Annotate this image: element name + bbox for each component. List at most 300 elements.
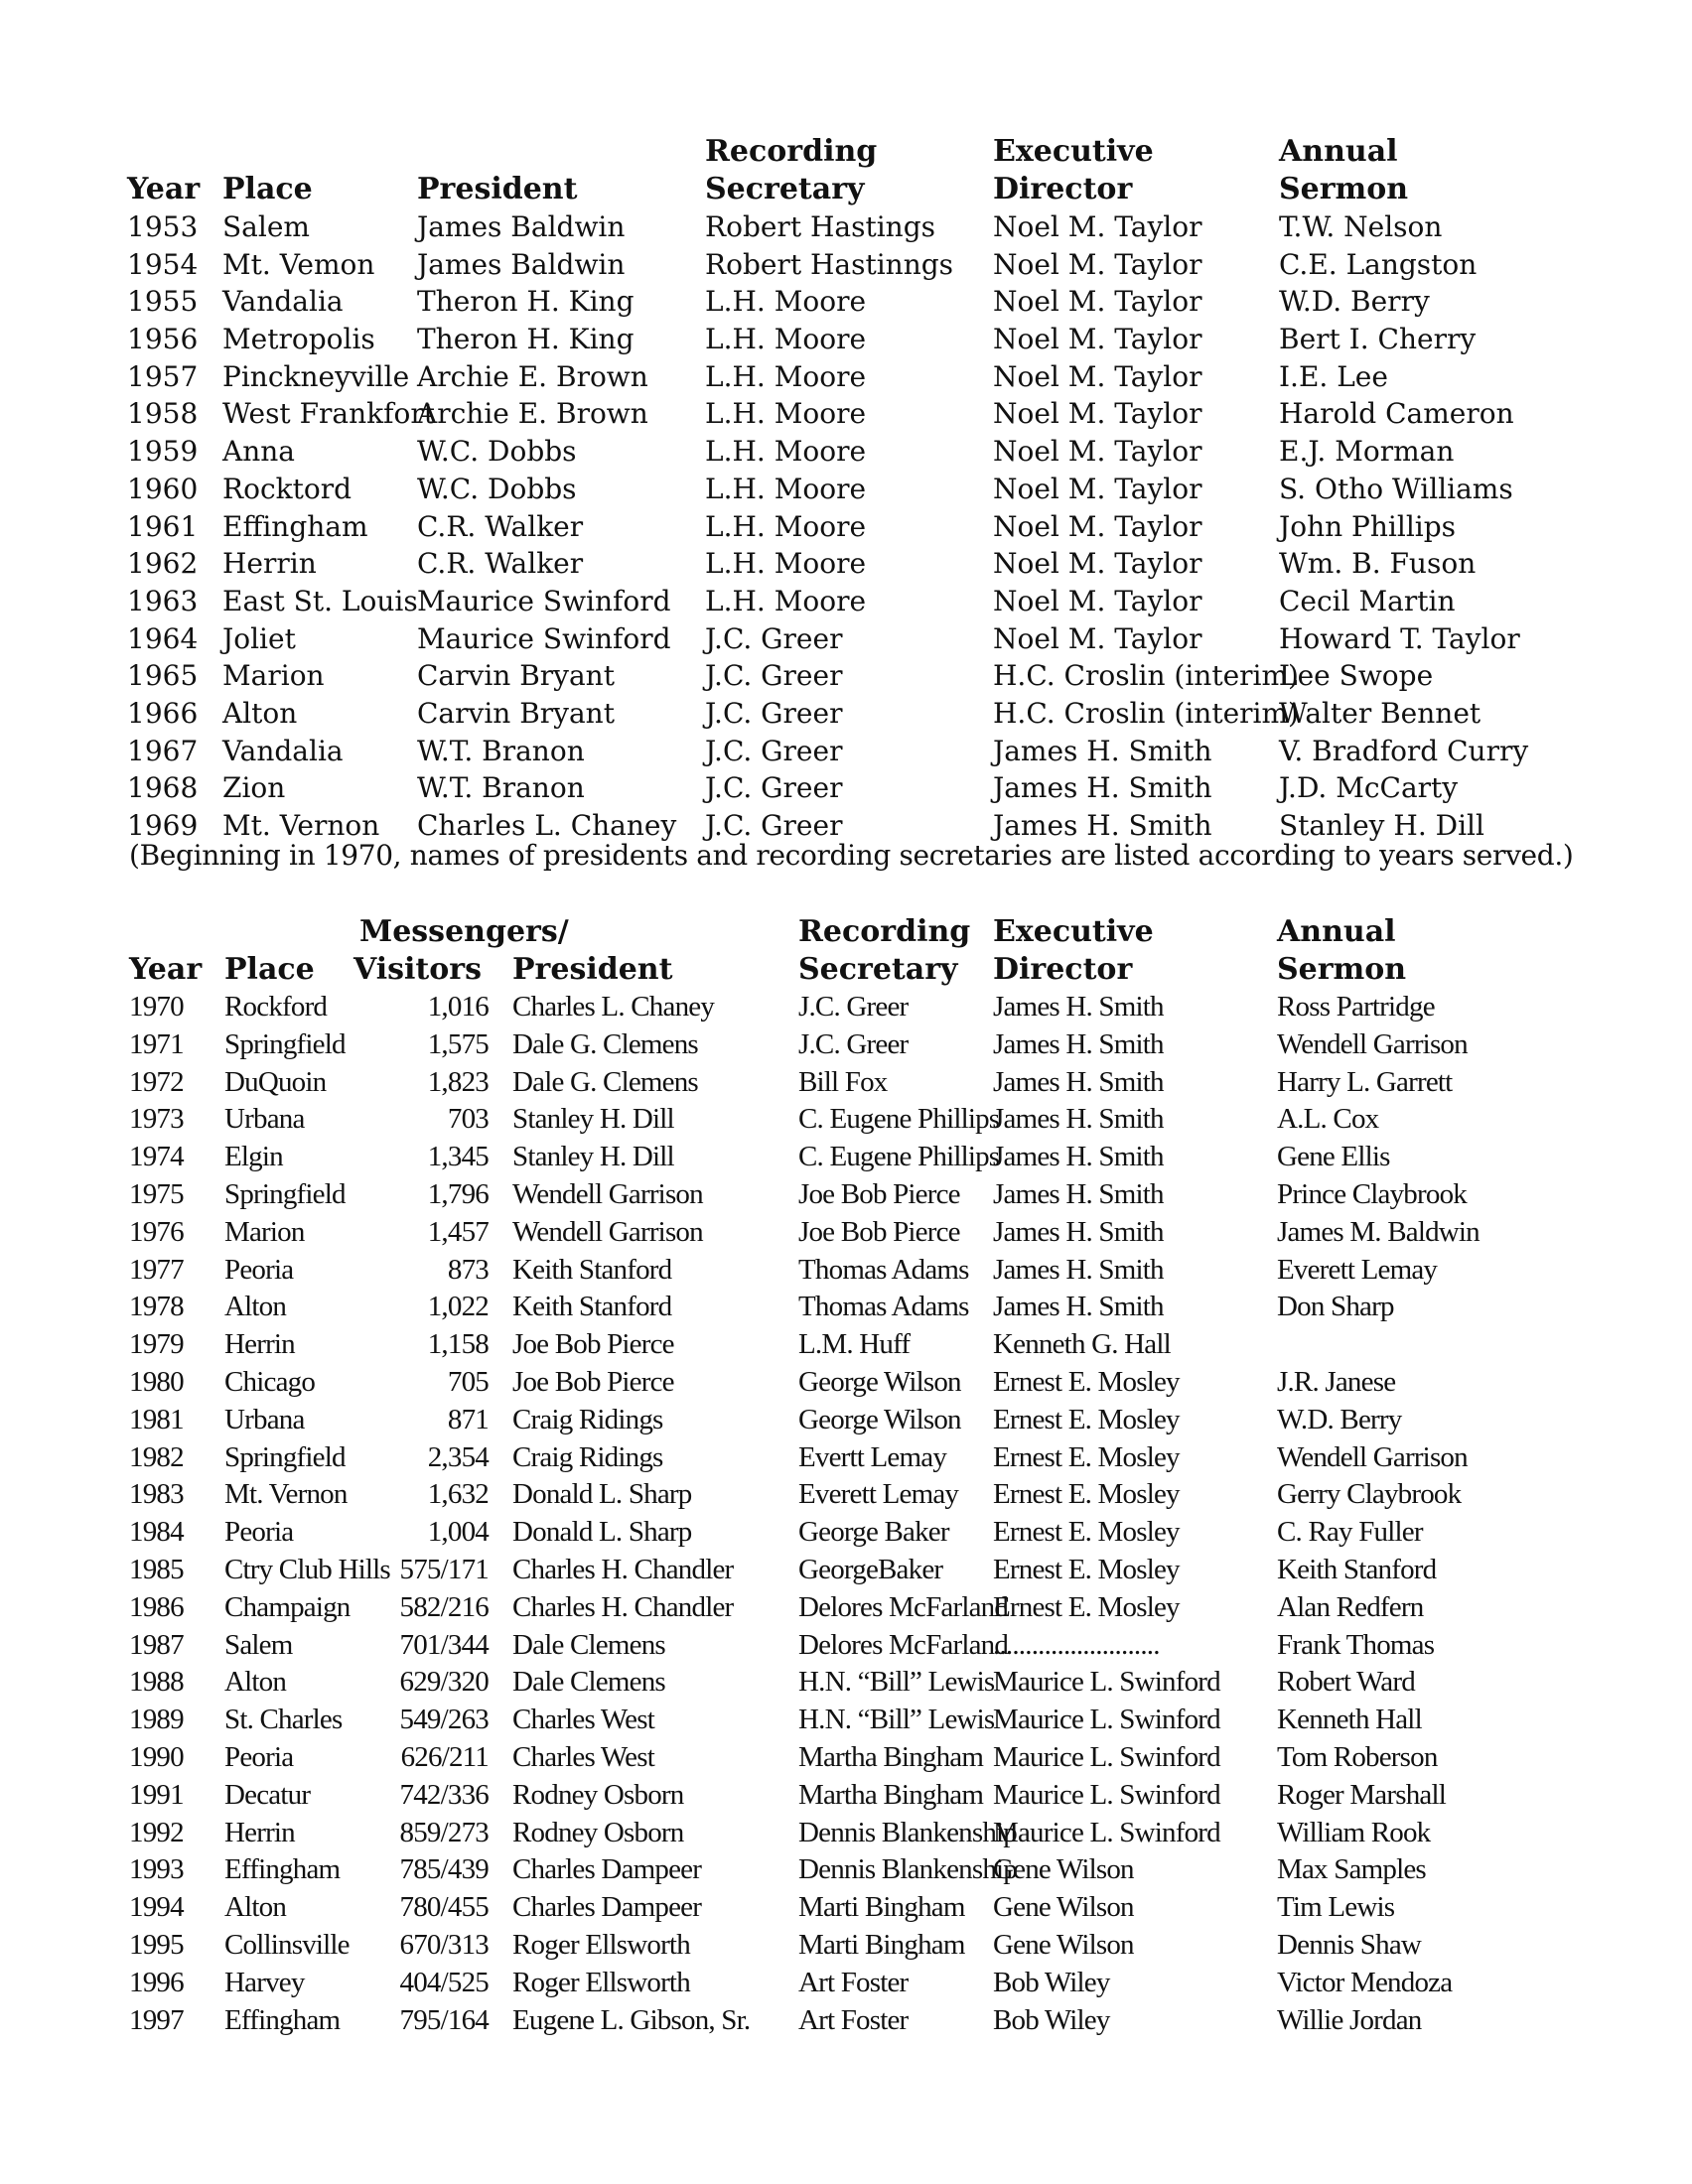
executive-director-cell: Ernest E. Mosley — [993, 1440, 1180, 1473]
place-cell: Harvey — [224, 1966, 305, 1998]
president-cell: Joe Bob Pierce — [512, 1365, 674, 1398]
annual-sermon-cell: J.R. Janese — [1277, 1365, 1396, 1398]
messengers-visitors-cell: 1,158 — [427, 1328, 489, 1361]
year-cell: 1968 — [127, 771, 199, 805]
table1-body — [127, 208, 1567, 845]
executive-director-cell: Noel M. Taylor — [993, 584, 1202, 617]
recording-secretary-cell: Everett Lemay — [798, 1478, 959, 1511]
annual-sermon-cell: Prince Claybrook — [1277, 1177, 1467, 1210]
year-cell: 1979 — [129, 1328, 184, 1361]
annual-sermon-cell: W.D. Berry — [1277, 1403, 1402, 1435]
recording-secretary-cell: L.H. Moore — [705, 435, 867, 469]
president-cell: James Baldwin — [417, 210, 626, 243]
place-cell: Peoria — [224, 1253, 294, 1286]
president-cell: Keith Stanford — [512, 1291, 672, 1323]
table-row — [129, 1777, 1569, 1815]
header-place-label: Place — [224, 952, 315, 987]
executive-director-cell: Noel M. Taylor — [993, 509, 1202, 543]
executive-director-cell: Noel M. Taylor — [993, 397, 1202, 431]
place-cell: Urbana — [224, 1403, 305, 1435]
annual-sermon-cell: T.W. Nelson — [1279, 210, 1443, 243]
year-cell: 1994 — [129, 1891, 184, 1924]
executive-director-cell: .......................... — [993, 1628, 1160, 1661]
annual-sermon-cell: Willie Jordan — [1277, 2003, 1422, 2036]
president-cell: Wendell Garrison — [512, 1177, 703, 1210]
executive-director-cell: Ernest E. Mosley — [993, 1365, 1180, 1398]
place-cell: Mt. Vernon — [222, 809, 380, 842]
executive-director-cell: Noel M. Taylor — [993, 285, 1202, 319]
place-cell: Springfield — [224, 1027, 346, 1060]
messengers-visitors-cell: 1,575 — [427, 1027, 489, 1060]
annual-sermon-cell: Gerry Claybrook — [1277, 1478, 1462, 1511]
table-row — [127, 395, 1567, 433]
president-cell: Dale G. Clemens — [512, 1027, 698, 1060]
year-cell: 1996 — [129, 1966, 184, 1998]
recording-secretary-cell: Thomas Adams — [798, 1291, 969, 1323]
place-cell: Springfield — [224, 1177, 346, 1210]
president-cell: Carvin Bryant — [417, 696, 615, 730]
table-row — [129, 1851, 1569, 1889]
table-row — [127, 620, 1567, 658]
executive-director-cell: Gene Wilson — [993, 1891, 1134, 1924]
annual-sermon-cell: A.L. Cox — [1277, 1103, 1379, 1136]
table-row — [129, 1815, 1569, 1852]
annual-sermon-cell: Roger Marshall — [1277, 1778, 1447, 1811]
table-row — [129, 1664, 1569, 1702]
recording-secretary-cell: J.C. Greer — [705, 809, 843, 842]
table-row — [129, 1927, 1569, 1965]
messengers-visitors-cell: 795/164 — [399, 2003, 489, 2036]
president-cell: Donald L. Sharp — [512, 1478, 692, 1511]
annual-sermon-cell: Keith Stanford — [1277, 1553, 1437, 1585]
recording-secretary-cell: George Baker — [798, 1516, 949, 1549]
messengers-visitors-cell: 575/171 — [399, 1553, 489, 1585]
president-cell: Stanley H. Dill — [512, 1103, 674, 1136]
annual-sermon-cell: W.D. Berry — [1279, 285, 1430, 319]
annual-sermon-cell: Robert Ward — [1277, 1666, 1415, 1699]
executive-director-cell: Kenneth G. Hall — [993, 1328, 1171, 1361]
recording-secretary-cell: L.H. Moore — [705, 285, 867, 319]
president-cell: Charles H. Chandler — [512, 1590, 734, 1623]
recording-secretary-cell: Delores McFarland — [798, 1628, 1009, 1661]
table-row — [129, 1289, 1569, 1326]
recording-secretary-cell: Robert Hastings — [705, 210, 935, 243]
president-cell: Stanley H. Dill — [512, 1141, 674, 1173]
place-cell: DuQuoin — [224, 1065, 327, 1098]
annual-sermon-cell: John Phillips — [1279, 509, 1457, 543]
messengers-visitors-cell: 701/344 — [399, 1628, 489, 1661]
header-secretary-label: Secretary — [798, 952, 958, 987]
annual-sermon-cell: William Rook — [1277, 1816, 1431, 1848]
recording-secretary-cell: Joe Bob Pierce — [798, 1215, 960, 1248]
year-cell: 1969 — [127, 809, 199, 842]
recording-secretary-cell: Marti Bingham — [798, 1928, 965, 1961]
messengers-visitors-cell: 859/273 — [399, 1816, 489, 1848]
recording-secretary-cell: Evertt Lemay — [798, 1440, 947, 1473]
table-row — [129, 1889, 1569, 1927]
annual-sermon-cell: V. Bradford Curry — [1279, 734, 1529, 767]
recording-secretary-cell: George Wilson — [798, 1403, 961, 1435]
annual-sermon-cell: Harold Cameron — [1279, 397, 1514, 431]
recording-secretary-cell: J.C. Greer — [705, 659, 843, 693]
table-row — [129, 1739, 1569, 1777]
president-cell: Theron H. King — [417, 323, 634, 356]
recording-secretary-cell: H.N. “Bill” Lewis — [798, 1666, 995, 1699]
table-row — [129, 1176, 1569, 1214]
executive-director-cell: Ernest E. Mosley — [993, 1590, 1180, 1623]
president-cell: Maurice Swinford — [417, 584, 671, 617]
messengers-visitors-cell: 742/336 — [399, 1778, 489, 1811]
place-cell: Metropolis — [222, 323, 375, 356]
messengers-visitors-cell: 780/455 — [399, 1891, 489, 1924]
place-cell: Alton — [224, 1666, 287, 1699]
place-cell: Champaign — [224, 1590, 351, 1623]
header-place-label: Place — [222, 172, 313, 206]
place-cell: Alton — [224, 1891, 287, 1924]
president-cell: Theron H. King — [417, 285, 634, 319]
year-cell: 1956 — [127, 323, 199, 356]
header-sermon-label: Sermon — [1279, 172, 1409, 206]
year-cell: 1980 — [129, 1365, 184, 1398]
table-row — [129, 1965, 1569, 2002]
table-row — [127, 583, 1567, 620]
year-cell: 1963 — [127, 584, 199, 617]
annual-sermon-cell: I.E. Lee — [1279, 359, 1388, 393]
annual-sermon-cell: Victor Mendoza — [1277, 1966, 1453, 1998]
president-cell: Joe Bob Pierce — [512, 1328, 674, 1361]
president-cell: Craig Ridings — [512, 1440, 663, 1473]
table-row — [129, 1101, 1569, 1139]
executive-director-cell: James H. Smith — [993, 1253, 1164, 1286]
table2-header — [129, 913, 1569, 989]
place-cell: Alton — [224, 1291, 287, 1323]
president-cell: Keith Stanford — [512, 1253, 672, 1286]
place-cell: Collinsville — [224, 1928, 350, 1961]
recording-secretary-cell: J.C. Greer — [705, 771, 843, 805]
place-cell: Anna — [222, 435, 295, 469]
note-1970: (Beginning in 1970, names of presidents and recording secretaries are listed according to years served.) — [129, 839, 1574, 872]
year-cell: 1992 — [129, 1816, 184, 1848]
president-cell: Carvin Bryant — [417, 659, 615, 693]
recording-secretary-cell: Bill Fox — [798, 1065, 888, 1098]
executive-director-cell: Maurice L. Swinford — [993, 1816, 1220, 1848]
annual-sermon-cell: Lee Swope — [1279, 659, 1434, 693]
recording-secretary-cell: Robert Hastinngs — [705, 247, 954, 281]
president-cell: Charles Dampeer — [512, 1853, 702, 1886]
table-row — [127, 545, 1567, 583]
messengers-visitors-cell: 626/211 — [400, 1740, 489, 1773]
table-row — [129, 2002, 1569, 2040]
place-cell: Mt. Vemon — [222, 247, 375, 281]
recording-secretary-cell: GeorgeBaker — [798, 1553, 943, 1585]
table-row — [129, 1552, 1569, 1589]
president-cell: Charles West — [512, 1740, 654, 1773]
header-year-label: Year — [127, 172, 201, 206]
place-cell: St. Charles — [224, 1704, 343, 1736]
executive-director-cell: Noel M. Taylor — [993, 435, 1202, 469]
year-cell: 1971 — [129, 1027, 184, 1060]
executive-director-cell: James H. Smith — [993, 1291, 1164, 1323]
year-cell: 1974 — [129, 1141, 184, 1173]
executive-director-cell: James H. Smith — [993, 771, 1212, 805]
year-cell: 1955 — [127, 285, 199, 319]
executive-director-cell: James H. Smith — [993, 1065, 1164, 1098]
annual-sermon-cell: C. Ray Fuller — [1277, 1516, 1423, 1549]
messengers-visitors-cell: 785/439 — [399, 1853, 489, 1886]
president-cell: Archie E. Brown — [417, 359, 648, 393]
recording-secretary-cell: Art Foster — [798, 2003, 909, 2036]
annual-sermon-cell: Tim Lewis — [1277, 1891, 1395, 1924]
messengers-visitors-cell: 404/525 — [399, 1966, 489, 1998]
year-cell: 1993 — [129, 1853, 184, 1886]
place-cell: Effingham — [224, 1853, 341, 1886]
president-cell: C.R. Walker — [417, 509, 584, 543]
messengers-visitors-cell: 873 — [447, 1253, 489, 1286]
place-cell: Marion — [222, 659, 325, 693]
recording-secretary-cell: L.H. Moore — [705, 472, 867, 505]
year-cell: 1997 — [129, 2003, 184, 2036]
table-row — [129, 1139, 1569, 1176]
place-cell: Herrin — [222, 547, 317, 581]
recording-secretary-cell: Delores McFarland — [798, 1590, 1009, 1623]
year-cell: 1983 — [129, 1478, 184, 1511]
president-cell: Charles Dampeer — [512, 1891, 702, 1924]
year-cell: 1958 — [127, 397, 199, 431]
executive-director-cell: James H. Smith — [993, 1177, 1164, 1210]
president-cell: Archie E. Brown — [417, 397, 648, 431]
place-cell: West Frankfort — [222, 397, 435, 431]
table-row — [127, 471, 1567, 508]
year-cell: 1995 — [129, 1928, 184, 1961]
table-row — [127, 695, 1567, 733]
table-row — [127, 433, 1567, 471]
messengers-visitors-cell: 2,354 — [427, 1440, 489, 1473]
year-cell: 1978 — [129, 1291, 184, 1323]
recording-secretary-cell: J.C. Greer — [705, 734, 843, 767]
recording-secretary-cell: Marti Bingham — [798, 1891, 965, 1924]
table-row — [127, 283, 1567, 321]
executive-director-cell: Noel M. Taylor — [993, 547, 1202, 581]
year-cell: 1988 — [129, 1666, 184, 1699]
year-cell: 1977 — [129, 1253, 184, 1286]
recording-secretary-cell: L.H. Moore — [705, 359, 867, 393]
place-cell: Zion — [222, 771, 286, 805]
executive-director-cell: Ernest E. Mosley — [993, 1478, 1180, 1511]
header-director-label: Director — [993, 952, 1133, 987]
place-cell: Salem — [224, 1628, 293, 1661]
year-cell: 1990 — [129, 1740, 184, 1773]
header-sermon-label: Sermon — [1277, 952, 1407, 987]
recording-secretary-cell: C. Eugene Phillips — [798, 1103, 1000, 1136]
table-row — [129, 1476, 1569, 1514]
year-cell: 1959 — [127, 435, 199, 469]
year-cell: 1984 — [129, 1516, 184, 1549]
recording-secretary-cell: C. Eugene Phillips — [798, 1141, 1000, 1173]
executive-director-cell: Maurice L. Swinford — [993, 1740, 1220, 1773]
annual-sermon-cell: James M. Baldwin — [1277, 1215, 1480, 1248]
place-cell: Rocktord — [222, 472, 352, 505]
messengers-visitors-cell: 1,632 — [427, 1478, 489, 1511]
header-secretary-label: Secretary — [705, 172, 865, 206]
year-cell: 1991 — [129, 1778, 184, 1811]
president-cell: Dale G. Clemens — [512, 1065, 698, 1098]
executive-director-cell: Gene Wilson — [993, 1928, 1134, 1961]
year-cell: 1975 — [129, 1177, 184, 1210]
header-recording-label: Recording — [798, 914, 971, 949]
messengers-visitors-cell: 1,823 — [427, 1065, 489, 1098]
place-cell: Effingham — [222, 509, 368, 543]
year-cell: 1985 — [129, 1553, 184, 1585]
table-row — [127, 358, 1567, 396]
header-executive-label: Executive — [993, 914, 1154, 949]
president-cell: Roger Ellsworth — [512, 1966, 690, 1998]
recording-secretary-cell: J.C. Greer — [705, 621, 843, 655]
president-cell: Craig Ridings — [512, 1403, 663, 1435]
table-row — [129, 989, 1569, 1026]
annual-sermon-cell: Dennis Shaw — [1277, 1928, 1422, 1961]
place-cell: Salem — [222, 210, 310, 243]
recording-secretary-cell: L.H. Moore — [705, 584, 867, 617]
table-row — [127, 657, 1567, 695]
recording-secretary-cell: J.C. Greer — [705, 696, 843, 730]
recording-secretary-cell: Dennis Blankenship — [798, 1853, 1017, 1886]
header-visitors-label: Visitors — [353, 952, 482, 987]
recording-secretary-cell: L.H. Moore — [705, 547, 867, 581]
annual-sermon-cell: C.E. Langston — [1279, 247, 1478, 281]
place-cell: Urbana — [224, 1103, 305, 1136]
place-cell: Mt. Vernon — [224, 1478, 348, 1511]
place-cell: Chicago — [224, 1365, 316, 1398]
annual-sermon-cell: Kenneth Hall — [1277, 1704, 1422, 1736]
messengers-visitors-cell: 629/320 — [399, 1666, 489, 1699]
place-cell: Marion — [224, 1215, 305, 1248]
annual-sermon-cell: Stanley H. Dill — [1279, 809, 1484, 842]
messengers-visitors-cell: 1,457 — [427, 1215, 489, 1248]
year-cell: 1957 — [127, 359, 199, 393]
table2-body — [129, 989, 1569, 2039]
year-cell: 1954 — [127, 247, 199, 281]
recording-secretary-cell: L.H. Moore — [705, 509, 867, 543]
annual-sermon-cell: Harry L. Garrett — [1277, 1065, 1453, 1098]
president-cell: Roger Ellsworth — [512, 1928, 690, 1961]
executive-director-cell: Noel M. Taylor — [993, 247, 1202, 281]
executive-director-cell: Noel M. Taylor — [993, 621, 1202, 655]
year-cell: 1960 — [127, 472, 199, 505]
recording-secretary-cell: L.H. Moore — [705, 397, 867, 431]
executive-director-cell: Ernest E. Mosley — [993, 1553, 1180, 1585]
president-cell: Rodney Osborn — [512, 1778, 684, 1811]
recording-secretary-cell: J.C. Greer — [798, 1027, 909, 1060]
executive-director-cell: James H. Smith — [993, 1103, 1164, 1136]
place-cell: Alton — [222, 696, 298, 730]
place-cell: Herrin — [224, 1816, 295, 1848]
annual-sermon-cell: Walter Bennet — [1279, 696, 1481, 730]
president-cell: Wendell Garrison — [512, 1215, 703, 1248]
header-president-label: President — [512, 952, 673, 987]
president-cell: W.C. Dobbs — [417, 472, 577, 505]
header-year-label: Year — [129, 952, 203, 987]
place-cell: Vandalia — [222, 734, 344, 767]
table-row — [129, 1402, 1569, 1439]
year-cell: 1965 — [127, 659, 199, 693]
table-row — [129, 1026, 1569, 1064]
president-cell: Charles L. Chaney — [512, 991, 715, 1023]
year-cell: 1953 — [127, 210, 199, 243]
executive-director-cell: Ernest E. Mosley — [993, 1403, 1180, 1435]
annual-sermon-cell: Bert I. Cherry — [1279, 323, 1477, 356]
place-cell: Elgin — [224, 1141, 283, 1173]
year-cell: 1976 — [129, 1215, 184, 1248]
president-cell: C.R. Walker — [417, 547, 584, 581]
place-cell: Pinckneyville — [222, 359, 410, 393]
header-messengers-label: Messengers/ — [359, 914, 569, 949]
annual-sermon-cell: J.D. McCarty — [1279, 771, 1459, 805]
recording-secretary-cell: George Wilson — [798, 1365, 961, 1398]
header-annual-label: Annual — [1279, 134, 1398, 169]
executive-director-cell: Ernest E. Mosley — [993, 1516, 1180, 1549]
annual-sermon-cell: E.J. Morman — [1279, 435, 1455, 469]
president-cell: Eugene L. Gibson, Sr. — [512, 2003, 751, 2036]
recording-secretary-cell: Joe Bob Pierce — [798, 1177, 960, 1210]
table-row — [129, 1514, 1569, 1552]
year-cell: 1967 — [127, 734, 199, 767]
year-cell: 1989 — [129, 1704, 184, 1736]
annual-sermon-cell: Wendell Garrison — [1277, 1440, 1468, 1473]
executive-director-cell: James H. Smith — [993, 1215, 1164, 1248]
year-cell: 1982 — [129, 1440, 184, 1473]
messengers-visitors-cell: 582/216 — [399, 1590, 489, 1623]
officers-table-1970-1997 — [129, 913, 1569, 2039]
header-recording-label: Recording — [705, 134, 878, 169]
year-cell: 1986 — [129, 1590, 184, 1623]
header-president-label: President — [417, 172, 578, 206]
recording-secretary-cell: Martha Bingham — [798, 1740, 984, 1773]
recording-secretary-cell: Dennis Blankenship — [798, 1816, 1017, 1848]
messengers-visitors-cell: 1,345 — [427, 1141, 489, 1173]
annual-sermon-cell: Everett Lemay — [1277, 1253, 1438, 1286]
place-cell: Peoria — [224, 1740, 294, 1773]
annual-sermon-cell: Ross Partridge — [1277, 991, 1435, 1023]
place-cell: Rockford — [224, 991, 328, 1023]
table-row — [129, 1589, 1569, 1627]
recording-secretary-cell: L.M. Huff — [798, 1328, 911, 1361]
recording-secretary-cell: J.C. Greer — [798, 991, 909, 1023]
year-cell: 1987 — [129, 1628, 184, 1661]
header-executive-label: Executive — [993, 134, 1154, 169]
place-cell: East St. Louis — [222, 584, 418, 617]
year-cell: 1973 — [129, 1103, 184, 1136]
table-row — [129, 1252, 1569, 1290]
messengers-visitors-cell: 549/263 — [399, 1704, 489, 1736]
recording-secretary-cell: Martha Bingham — [798, 1778, 984, 1811]
executive-director-cell: James H. Smith — [993, 734, 1212, 767]
messengers-visitors-cell: 871 — [447, 1403, 489, 1435]
executive-director-cell: Noel M. Taylor — [993, 472, 1202, 505]
president-cell: James Baldwin — [417, 247, 626, 281]
table-row — [127, 321, 1567, 358]
executive-director-cell: Noel M. Taylor — [993, 210, 1202, 243]
place-cell: Peoria — [224, 1516, 294, 1549]
annual-sermon-cell: Frank Thomas — [1277, 1628, 1435, 1661]
table-row — [129, 1326, 1569, 1364]
place-cell: Vandalia — [222, 285, 344, 319]
executive-director-cell: Noel M. Taylor — [993, 323, 1202, 356]
year-cell: 1981 — [129, 1403, 184, 1435]
year-cell: 1964 — [127, 621, 199, 655]
table-row — [129, 1439, 1569, 1477]
executive-director-cell: Bob Wiley — [993, 1966, 1110, 1998]
executive-director-cell: James H. Smith — [993, 1141, 1164, 1173]
